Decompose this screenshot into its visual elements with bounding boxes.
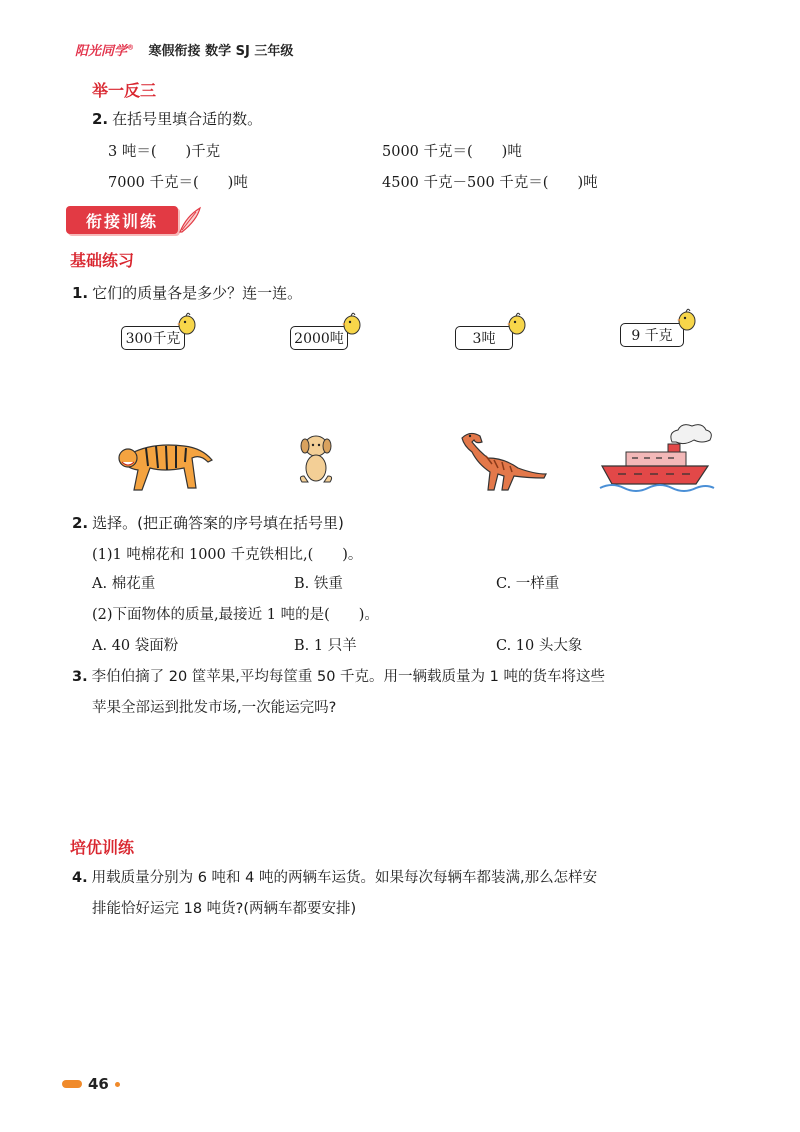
basic-q1-stem: 1. 它们的质量各是多少？连一连。 (72, 284, 303, 302)
extend-q2-item-1: 3 吨＝( )千克 (108, 144, 221, 160)
extend-q2-item-4: 4500 千克－500 千克＝( )吨 (382, 175, 598, 191)
basic-q2-sub2-stem: (2)下面物体的质量,最接近 1 吨的是( )。 (92, 607, 379, 623)
section-banner: 衔接训练 (66, 206, 178, 234)
basic-q2-sub2-option-c: C. 10 头大象 (496, 638, 583, 654)
basic-q2-stem: 2. 选择。(把正确答案的序号填在括号里) (72, 514, 344, 532)
chick-icon (176, 310, 198, 336)
ship-picture (598, 422, 716, 496)
chick-icon (676, 306, 698, 332)
weight-tag-2000t: 2000吨 (290, 326, 348, 350)
chick-icon (341, 310, 363, 336)
extend-q2-item-3: 7000 千克＝( )吨 (108, 175, 248, 191)
weight-tag-3t: 3吨 (455, 326, 513, 350)
page-bar-decoration (62, 1080, 82, 1088)
section-extend-title: 举一反三 (92, 81, 157, 100)
advanced-q4-line1: 4. 用载质量分别为 6 吨和 4 吨的两辆车运货。如果每次每辆车都装满,那么怎样安 (72, 870, 598, 886)
basic-q2-sub2-option-b: B. 1 只羊 (294, 638, 357, 654)
weight-tag-9kg: 9 千克 (620, 323, 684, 347)
page-number: 46 (62, 1075, 120, 1093)
header-title: 寒假衔接 数学 SJ 三年级 (148, 44, 294, 59)
page-dot-decoration (115, 1082, 120, 1087)
advanced-q4-line2: 排能恰好运完 18 吨货?(两辆车都要安排) (92, 901, 357, 917)
puppy-picture (294, 432, 340, 488)
basic-q3-line1: 3. 李伯伯摘了 20 筐苹果,平均每筐重 50 千克。用一辆载质量为 1 吨的货车将这些 (72, 669, 605, 685)
extend-q2-item-2: 5000 千克＝( )吨 (382, 144, 522, 160)
chick-icon (506, 310, 528, 336)
section-advanced-title: 培优训练 (70, 838, 135, 857)
basic-q2-sub2-option-a: A. 40 袋面粉 (92, 638, 179, 654)
basic-q2-sub1-stem: (1)1 吨棉花和 1000 千克铁相比,( )。 (92, 547, 363, 563)
brand-logo: 阳光同学® (75, 43, 135, 59)
extend-q2-stem: 2. 在括号里填合适的数。 (92, 110, 263, 128)
basic-q2-sub1-option-b: B. 铁重 (294, 576, 343, 592)
feather-icon (176, 204, 206, 236)
dinosaur-picture (458, 428, 548, 492)
page-header (75, 40, 293, 59)
weight-tag-300kg: 300千克 (121, 326, 185, 350)
section-basic-title: 基础练习 (70, 251, 135, 270)
basic-q2-sub1-option-c: C. 一样重 (496, 576, 560, 592)
basic-q3-line2: 苹果全部运到批发市场,一次能运完吗? (92, 700, 337, 716)
basic-q2-sub1-option-a: A. 棉花重 (92, 576, 156, 592)
tiger-picture (112, 432, 218, 498)
